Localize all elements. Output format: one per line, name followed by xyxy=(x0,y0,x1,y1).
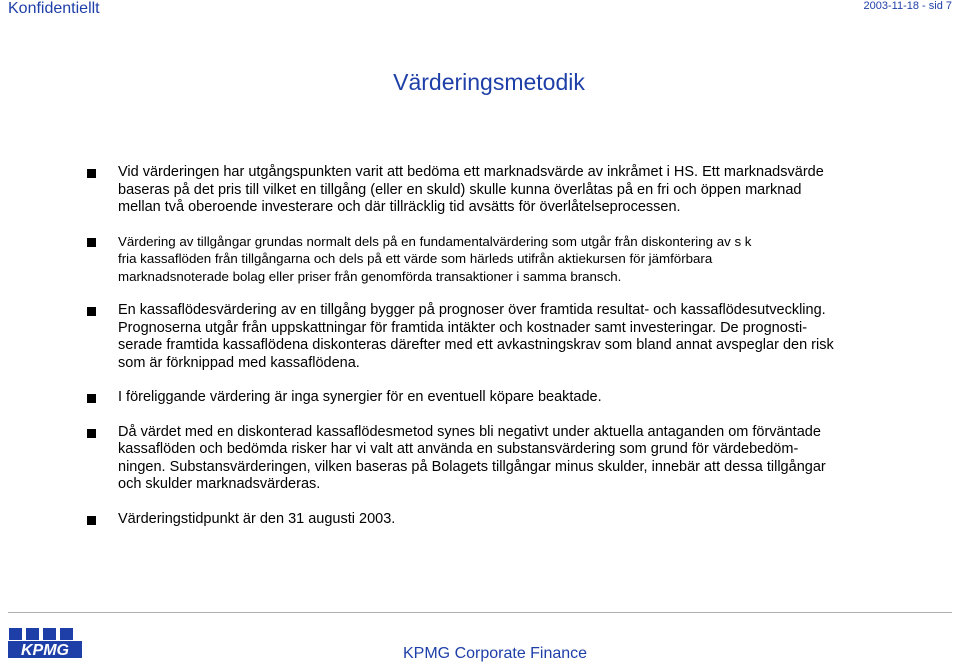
text-line: Värderingstidpunkt är den 31 augusti 2003. xyxy=(118,510,396,527)
text-line: och skulder marknadsvärderas. xyxy=(118,476,321,492)
square-bullet-icon xyxy=(87,516,96,525)
square-bullet-icon xyxy=(87,169,96,178)
header-date-page: 2003-11-18 - sid 7 xyxy=(863,0,952,12)
logo-box xyxy=(43,628,56,640)
bullet-item-2 xyxy=(118,233,898,286)
kpmg-logo xyxy=(8,628,82,658)
bullet-item-1 xyxy=(118,164,898,217)
text-line: som är förknippad med kassaflödena. xyxy=(118,354,360,371)
text-line: En kassaflödesvärdering av en tillgång bygger på prognoser över framtida resultat- och kassaflödesutveckling. xyxy=(118,302,826,318)
logo-text: KPMG xyxy=(21,642,69,658)
bullet-text xyxy=(118,511,898,529)
text-line: baseras på det pris till vilket en tillgång (eller en skuld) skulle kunna överlåtas på en fri och öppen marknad xyxy=(118,181,802,198)
bullet-item-3 xyxy=(118,302,898,372)
footer-divider xyxy=(8,612,952,613)
text-line: mellan två oberoende investerare och där tillräcklig tid avsätts för överlåtelseprocessen. xyxy=(118,199,681,215)
text-line: fria kassaflöden från tillgångarna och dels på ett värde som härleds utifrån aktiekursen för jämförbara xyxy=(118,251,713,266)
bullet-list xyxy=(118,164,898,528)
footer-company-name: KPMG Corporate Finance xyxy=(403,645,588,662)
text-line: marknadsnoterade bolag eller priser från genomförda transaktioner i samma bransch. xyxy=(118,268,622,284)
bullet-item-4 xyxy=(118,389,898,407)
page-title: Värderingsmetodik xyxy=(393,69,585,96)
bullet-text xyxy=(118,233,898,286)
text-line: Då värdet med en diskonterad kassaflödesmetod synes bli negativt under aktuella antaganden om förväntade xyxy=(118,423,821,440)
text-line: I föreliggande värdering är inga synergier för en eventuell köpare beaktade. xyxy=(118,389,602,405)
logo-box xyxy=(9,628,22,640)
text-line: serade framtida kassaflödena diskonteras därefter med ett avkastningskrav som bland annat avspeglar den risk xyxy=(118,337,834,353)
logo-box xyxy=(60,628,73,640)
bullet-item-6 xyxy=(118,511,898,529)
bullet-text xyxy=(118,389,898,407)
text-line: kassaflöden och bedömda risker har vi valt att använda en substansvärdering som grund för värdebedöm- xyxy=(118,441,799,457)
square-bullet-icon xyxy=(87,429,96,438)
square-bullet-icon xyxy=(87,394,96,403)
bullet-text xyxy=(118,164,898,217)
bullet-item-5 xyxy=(118,424,898,494)
text-line: Vid värderingen har utgångspunkten varit att bedöma ett marknadsvärde av inkråmet i HS. Ett marknadsvärde xyxy=(118,164,824,180)
text-line: ningen. Substansvärderingen, vilken baseras på Bolagets tillgångar minus skulder, innebär att dessa tillgångar xyxy=(118,458,826,475)
text-line: Värdering av tillgångar grundas normalt dels på en fundamentalvärdering som utgår från diskontering av s k xyxy=(118,233,752,249)
square-bullet-icon xyxy=(87,238,96,247)
square-bullet-icon xyxy=(87,307,96,316)
header-confidential-label: Konfidentiellt xyxy=(8,0,100,17)
bullet-text xyxy=(118,424,898,494)
bullet-text xyxy=(118,302,898,372)
text-line: Prognoserna utgår från uppskattningar för framtida intäkter och kostnader samt investeringar. De prognosti- xyxy=(118,319,808,336)
logo-box xyxy=(26,628,39,640)
